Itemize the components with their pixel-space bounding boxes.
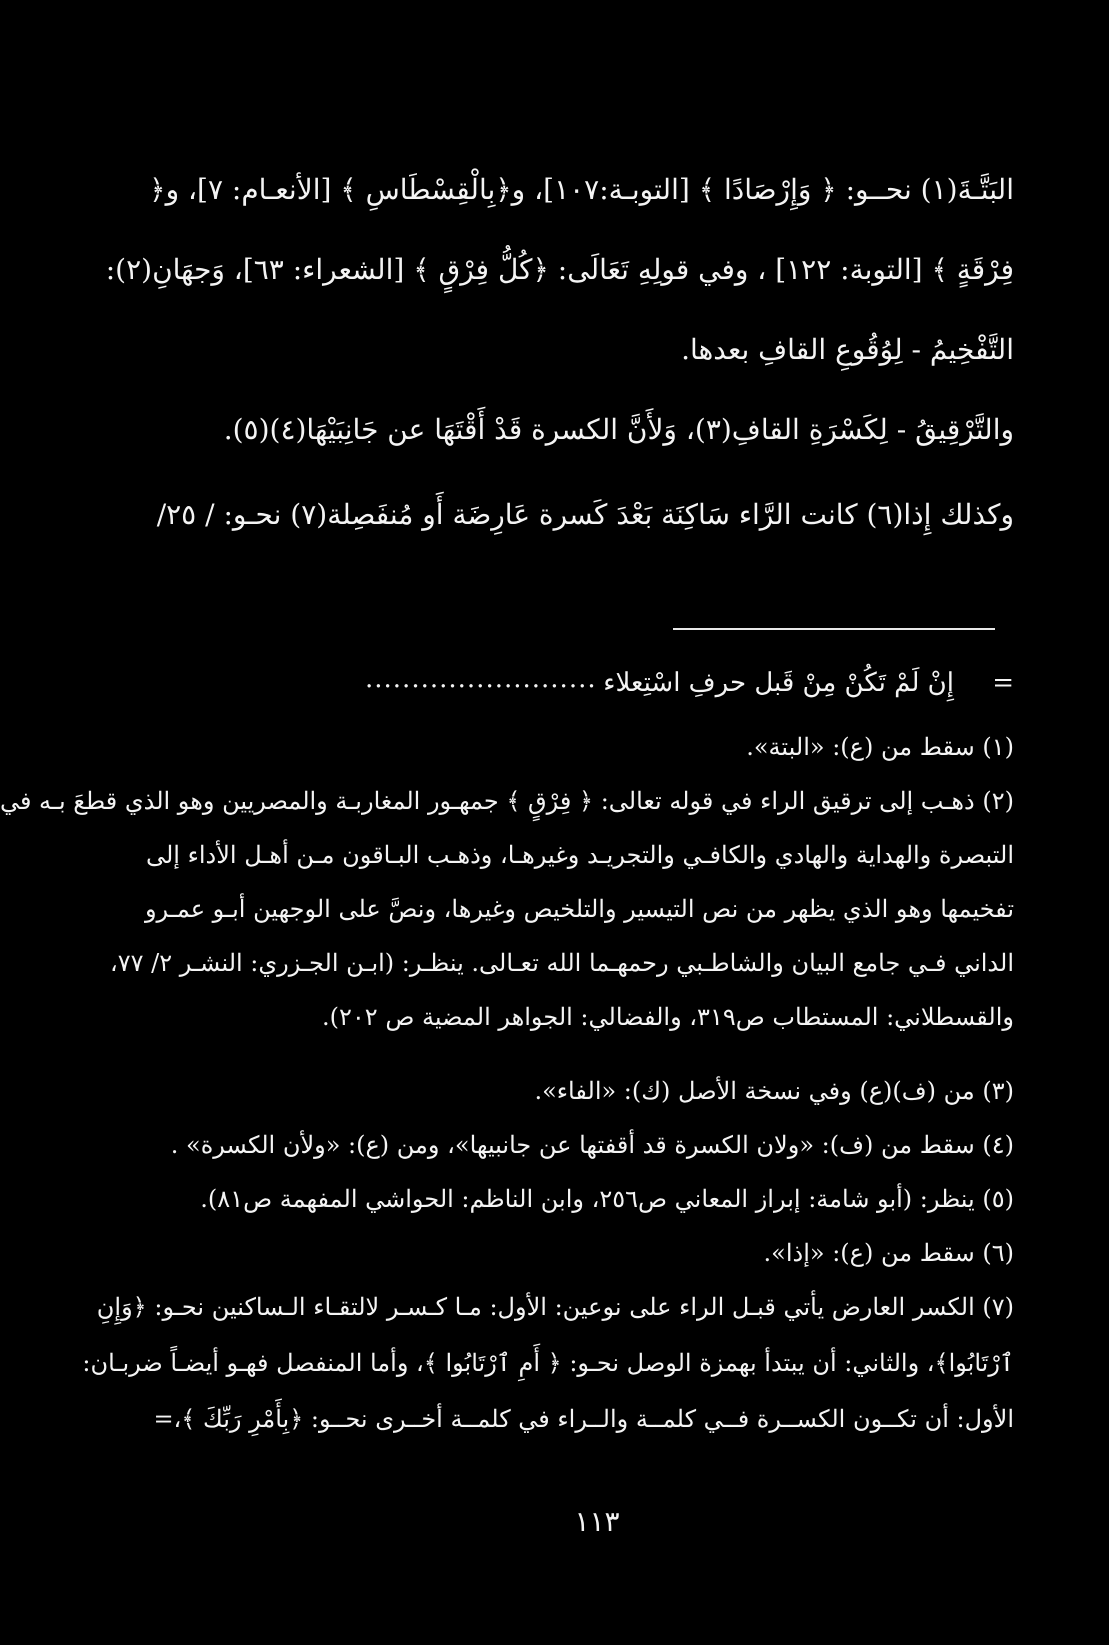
footnote-2-line-4: الداني فـي جامع البيان والشاطـبي رحمهـما الله تعـالى. ينظـر: (ابـن الجـزري: النشـر ٢/ ٧٧،: [110, 949, 1014, 977]
continuation-dots: .........................: [365, 664, 597, 694]
footnote-5: (٥) ينظر: (أبو شامة: إبراز المعاني ص٢٥٦، وابن الناظم: الحواشي المفهمة ص٨١).: [200, 1185, 1014, 1213]
footnote-3: (٣) من (ف)(ع) وفي نسخة الأصل (ك): «الفاء».: [534, 1077, 1014, 1105]
footnote-7-line-1: (٧) الكسر العارض يأتي قبـل الراء على نوعين: الأول: مـا كـسـر لالتقـاء الـساكنين نحـو: ﴿وَإِنِ: [96, 1293, 1014, 1321]
footnote-2-line-1: (٢) ذهـب إلى ترقيق الراء في قوله تعالى: ﴿ فِرْقٍ ﴾ جمهـور المغاربـة والمصريين وهو الذي قطعَ بـه في: [0, 787, 1014, 815]
equals-mark: =: [992, 668, 1014, 698]
footnote-2-line-3: تفخيمها وهو الذي يظهر من نص التيسير والتلخيص وغيرها، ونصَّ على الوجهين أبـو عمـرو: [144, 895, 1014, 923]
main-text-line-1: البَتَّـةَ(١) نحــو: ﴿ وَإِرْصَادًا ﴾ [التوبـة:١٠٧]، و﴿بِالْقِسْطَاسِ ﴾ [الأنعـام: ٧]، و﴿: [149, 173, 1014, 206]
continuation-text: إِنْ لَمْ تَكُنْ مِنْ قَبل حرفِ اسْتِعلاء: [603, 668, 954, 698]
footnote-6: (٦) سقط من (ع): «إذا».: [763, 1239, 1014, 1267]
footnote-separator: [673, 628, 995, 630]
footnote-2-line-5: والقسطلاني: المستطاب ص٣١٩، والفضالي: الجواهر المضية ص ٢٠٢).: [322, 1003, 1014, 1031]
footnote-4: (٤) سقط من (ف): «ولان الكسرة قد أقفتها عن جانبيها»، ومن (ع): «ولأن الكسرة» .: [170, 1131, 1014, 1159]
main-text-line-2: فِرْقَةٍ ﴾ [التوبة: ١٢٢] ، وفي قولِهِ تَعَالَى: ﴿كُلُّ فِرْقٍ ﴾ [الشعراء: ٦٣]، وَجهَانِ(٢):: [105, 253, 1014, 286]
footnote-7-line-3: الأول: أن تكــون الكســرة فــي كلمــة والــراء في كلمــة أخــرى نحــو: ﴿بِأَمْرِ رَبِّكَ ﴾،=: [153, 1405, 1014, 1433]
page-number: ١١٣: [574, 1505, 620, 1538]
main-text-line-3: التَّفْخِيمُ - لِوُقُوعِ القافِ بعدها.: [681, 333, 1014, 366]
footnote-1: (١) سقط من (ع): «البتة».: [746, 733, 1014, 761]
footnote-7-line-2: ٱرْتَابُوا﴾، والثاني: أن يبتدأ بهمزة الوصل نحـو: ﴿ أَمِ ٱرْتَابُوا ﴾، وأما المنفصل فهـو أيضـاً ضربـان:: [82, 1349, 1014, 1377]
footnote-2-line-2: التبصرة والهداية والهادي والكافـي والتجريـد وغيرهـا، وذهـب البـاقون مـن أهـل الأداء إلى: [145, 841, 1014, 869]
main-text-line-5: وكذلك إِذا(٦) كانت الرَّاء سَاكِنَة بَعْدَ كَسرة عَارِضَة أَو مُنفَصِلة(٧) نحـو: / ٢٥/: [156, 498, 1014, 531]
main-text-line-4: والتَّرْقِيقُ - لِكَسْرَةِ القافِ(٣)، وَلأَنَّ الكسرة قَدْ أَقْتَهَا عن جَانِبَيْهَا(٤)(٥).: [223, 413, 1014, 446]
